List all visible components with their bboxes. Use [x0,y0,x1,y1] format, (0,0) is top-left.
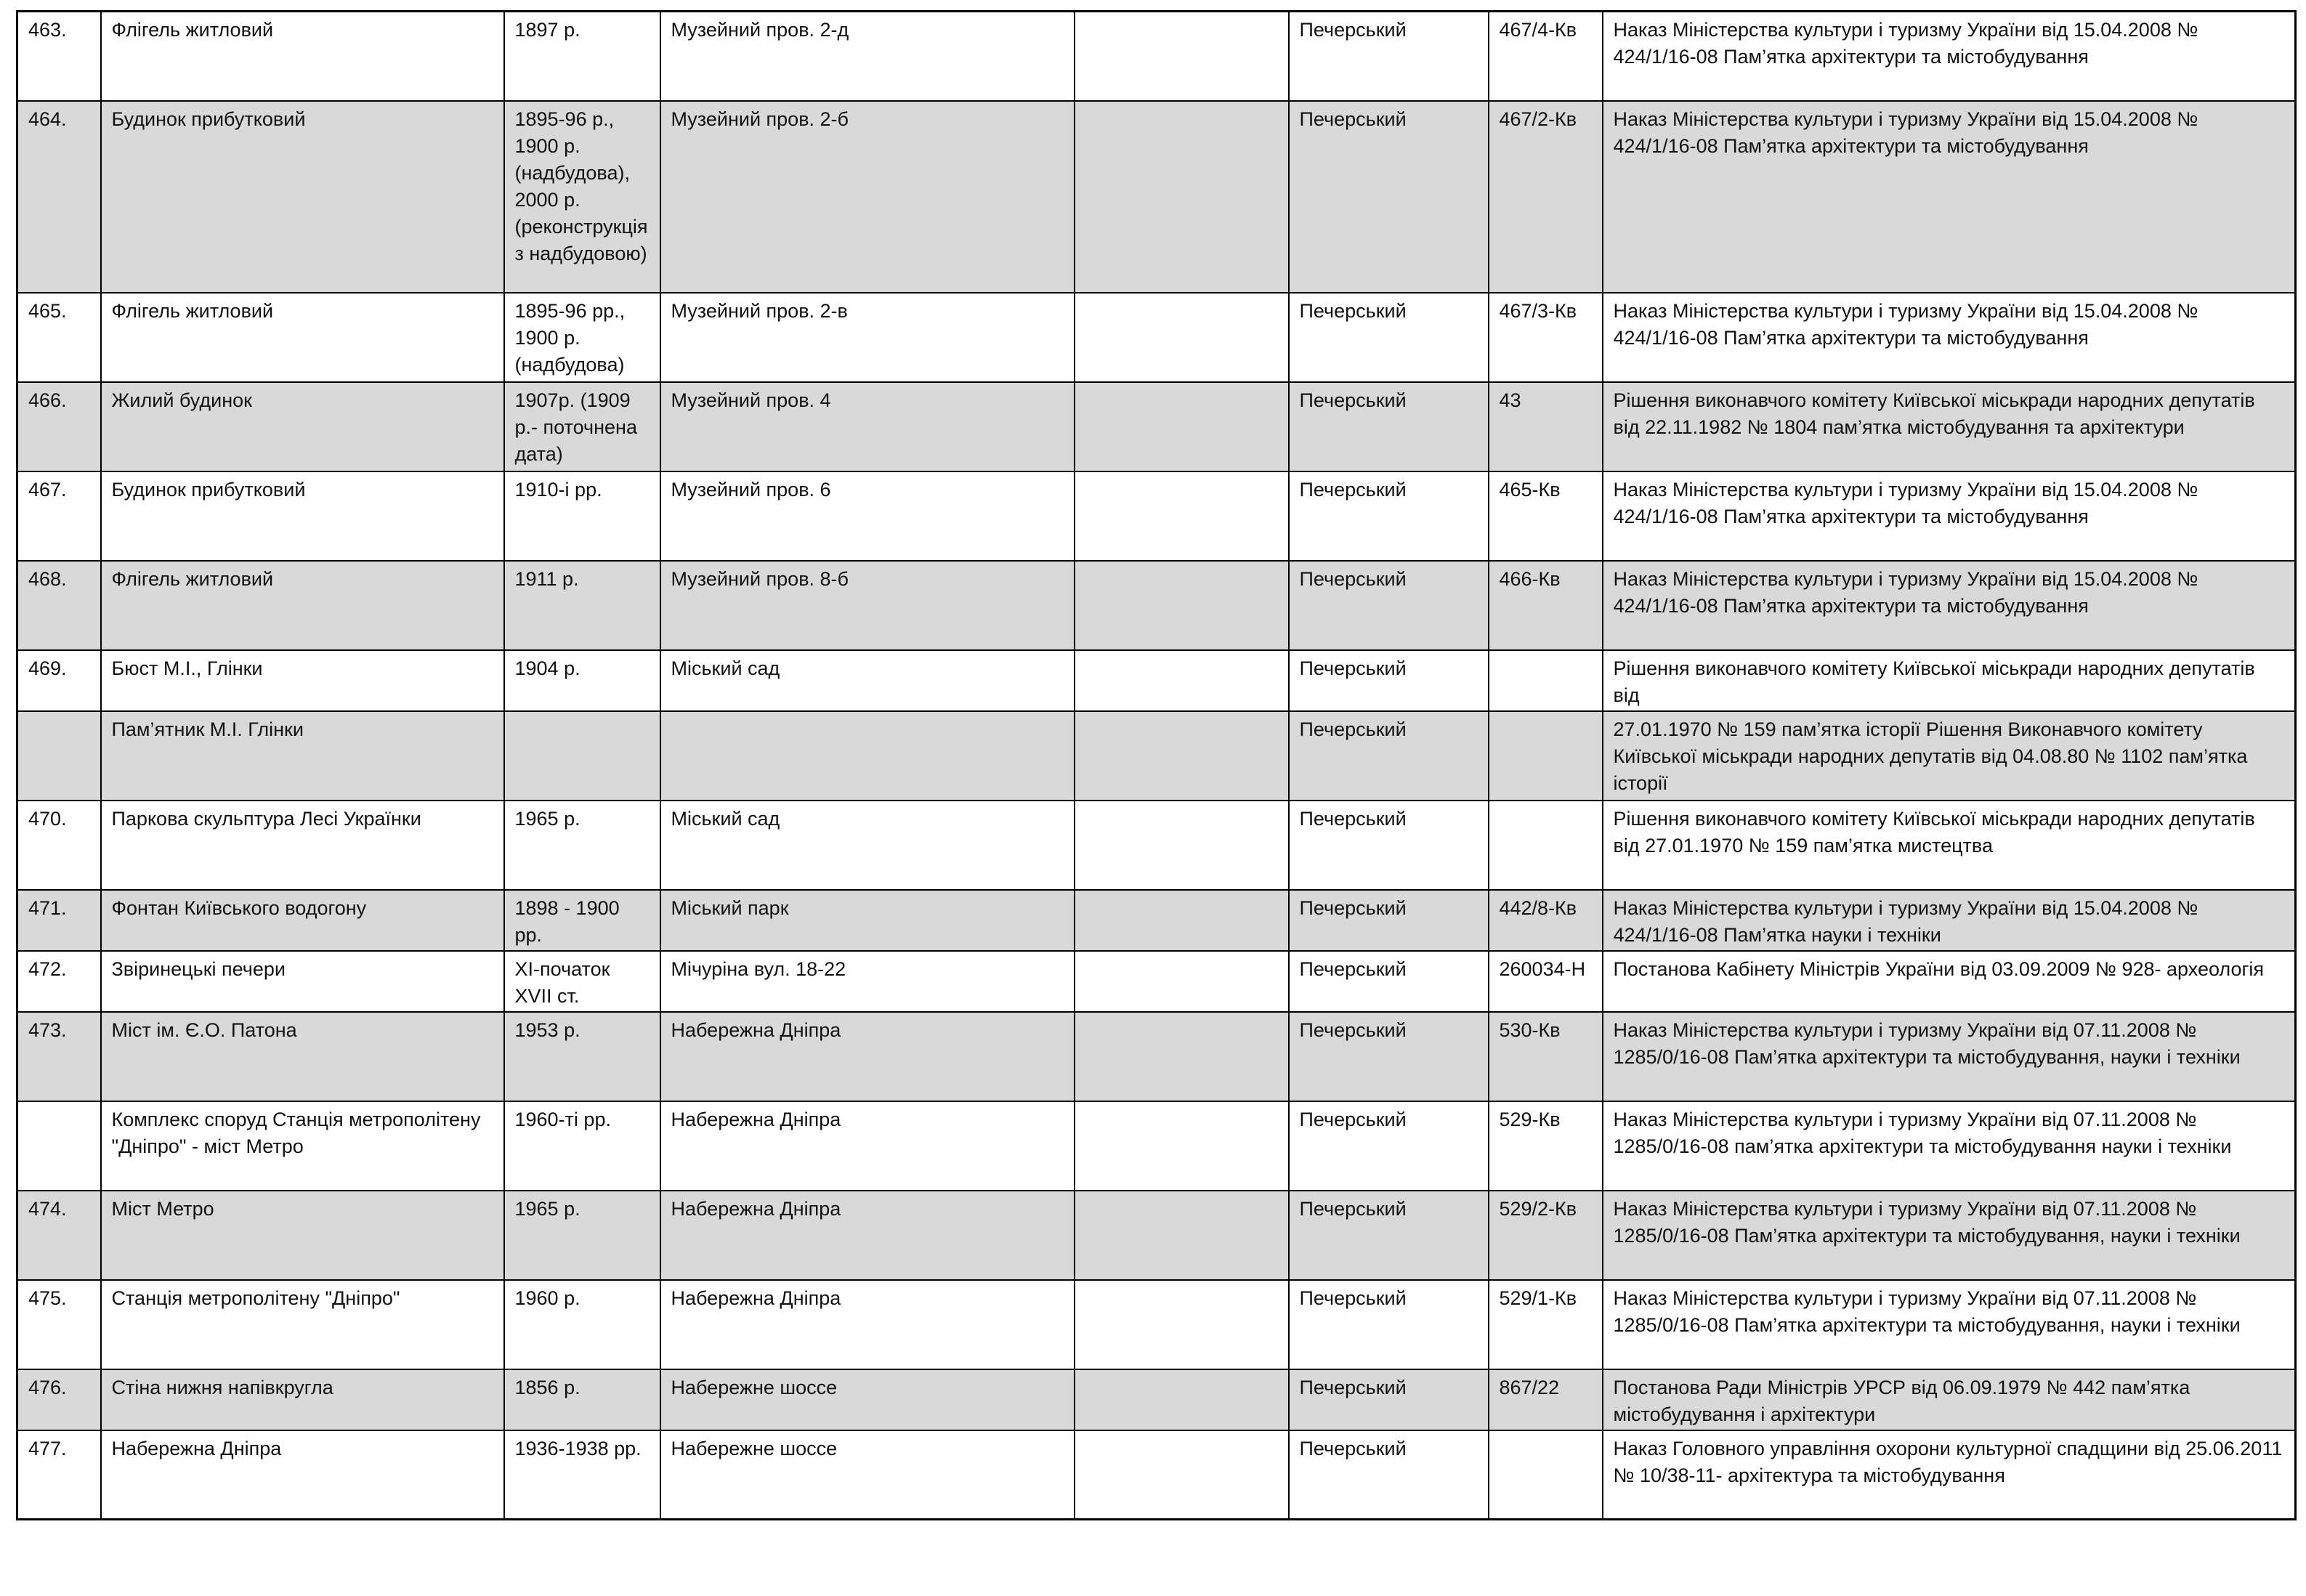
cell-date: 1897 р. [504,12,660,101]
cell-name: Флігель житловий [101,561,504,650]
cell-number: 464. [17,101,101,293]
cell-address: Набережна Дніпра [660,1191,1075,1280]
cell-date: 1965 р. [504,1191,660,1280]
cell-date: 1895-96 рр., 1900 р. (надбудова) [504,293,660,382]
cell-register-code: 260034-Н [1489,951,1603,1012]
cell-empty [1075,1280,1289,1369]
table-row [17,1369,2296,1430]
cell-address: Музейний пров. 2-в [660,293,1075,382]
cell-name: Набережна Дніпра [101,1430,504,1520]
cell-district: Печерський [1289,1101,1489,1191]
table-row [17,1012,2296,1101]
cell-district: Печерський [1289,12,1489,101]
cell-name: Міст ім. Є.О. Патона [101,1012,504,1101]
cell-document: Постанова Ради Міністрів УРСР від 06.09.1979 № 442 пам’ятка містобудування і архітектури [1603,1369,2296,1430]
cell-document: Наказ Міністерства культури і туризму України від 15.04.2008 № 424/1/16-08 Пам’ятка архітектури та містобудування [1603,101,2296,293]
cell-register-code: 529-Кв [1489,1101,1603,1191]
cell-empty [1075,1191,1289,1280]
cell-district: Печерський [1289,382,1489,471]
cell-address: Набережна Дніпра [660,1101,1075,1191]
cell-name: Звіринецькі печери [101,951,504,1012]
cell-document: Наказ Міністерства культури і туризму України від 15.04.2008 № 424/1/16-08 Пам’ятка архітектури та містобудування [1603,561,2296,650]
cell-date: 1895-96 р., 1900 р. (надбудова), 2000 р. (реконструкція з надбудовою) [504,101,660,293]
cell-empty [1075,650,1289,711]
table-row [17,1191,2296,1280]
cell-district: Печерський [1289,1280,1489,1369]
cell-empty [1075,293,1289,382]
cell-register-code: 867/22 [1489,1369,1603,1430]
cell-name: Стіна нижня напівкругла [101,1369,504,1430]
cell-date [504,711,660,801]
cell-document: Наказ Головного управління охорони культурної спадщини від 25.06.2011 № 10/38-11- архітектура та містобудування [1603,1430,2296,1520]
cell-name: Жилий будинок [101,382,504,471]
cell-district: Печерський [1289,1369,1489,1430]
cell-document: Наказ Міністерства культури і туризму України від 15.04.2008 № 424/1/16-08 Пам’ятка архітектури та містобудування [1603,471,2296,561]
cell-document: Наказ Міністерства культури і туризму України від 15.04.2008 № 424/1/16-08 Пам’ятка архітектури та містобудування [1603,293,2296,382]
table-row [17,12,2296,101]
cell-number: 468. [17,561,101,650]
table-row [17,1101,2296,1191]
cell-document: Наказ Міністерства культури і туризму України від 07.11.2008 № 1285/0/16-08 Пам’ятка архітектури та містобудування, науки і техніки [1603,1012,2296,1101]
cell-address: Музейний пров. 2-б [660,101,1075,293]
cell-number: 476. [17,1369,101,1430]
cell-date: 1960 р. [504,1280,660,1369]
cell-name: Міст Метро [101,1191,504,1280]
cell-name: Фонтан Київського водогону [101,890,504,951]
cell-date: 1904 р. [504,650,660,711]
cell-address: Музейний пров. 6 [660,471,1075,561]
cell-register-code: 43 [1489,382,1603,471]
cell-document: Наказ Міністерства культури і туризму України від 15.04.2008 № 424/1/16-08 Пам’ятка архітектури та містобудування [1603,12,2296,101]
table-row [17,293,2296,382]
cell-number [17,711,101,801]
cell-empty [1075,382,1289,471]
cell-empty [1075,801,1289,890]
cell-register-code: 465-Кв [1489,471,1603,561]
cell-document: 27.01.1970 № 159 пам’ятка історії Рішення Виконавчого комітету Київської міськради народних депутатів від 04.08.80 № 1102 пам’ятка історії [1603,711,2296,801]
cell-address: Мічуріна вул. 18-22 [660,951,1075,1012]
cell-district: Печерський [1289,1191,1489,1280]
cell-date: 1960-ті рр. [504,1101,660,1191]
cell-address: Міський парк [660,890,1075,951]
table-row [17,471,2296,561]
cell-document: Наказ Міністерства культури і туризму України від 07.11.2008 № 1285/0/16-08 пам’ятка архітектури та містобудування науки і техніки [1603,1101,2296,1191]
cell-name: Станція метрополітену "Дніпро" [101,1280,504,1369]
cell-document: Рішення виконавчого комітету Київської міськради народних депутатів від 27.01.1970 № 159 пам’ятка мистецтва [1603,801,2296,890]
cell-name: Флігель житловий [101,293,504,382]
cell-date: 1953 р. [504,1012,660,1101]
cell-empty [1075,561,1289,650]
cell-number: 472. [17,951,101,1012]
cell-address: Набережна Дніпра [660,1280,1075,1369]
cell-empty [1075,1101,1289,1191]
cell-date: 1907р. (1909 р.- поточнена дата) [504,382,660,471]
cell-district: Печерський [1289,711,1489,801]
table-row [17,101,2296,293]
cell-register-code: 529/2-Кв [1489,1191,1603,1280]
cell-district: Печерський [1289,293,1489,382]
cell-district: Печерський [1289,951,1489,1012]
cell-name: Флігель житловий [101,12,504,101]
cell-document: Рішення виконавчого комітету Київської міськради народних депутатів від 22.11.1982 № 1804 пам’ятка містобудування та архітектури [1603,382,2296,471]
cell-name: Паркова скульптура Лесі Українки [101,801,504,890]
cell-document: Наказ Міністерства культури і туризму України від 07.11.2008 № 1285/0/16-08 Пам’ятка архітектури та містобудування, науки і техніки [1603,1191,2296,1280]
table-row [17,951,2296,1012]
cell-date: 1911 р. [504,561,660,650]
cell-number: 474. [17,1191,101,1280]
cell-number [17,1101,101,1191]
cell-address: Музейний пров. 2-д [660,12,1075,101]
cell-empty [1075,471,1289,561]
cell-empty [1075,101,1289,293]
cell-date: 1856 р. [504,1369,660,1430]
cell-date: 1936-1938 рр. [504,1430,660,1520]
cell-register-code [1489,1430,1603,1520]
table-row [17,890,2296,951]
cell-register-code: 529/1-Кв [1489,1280,1603,1369]
cell-district: Печерський [1289,890,1489,951]
cell-address: Набережне шоссе [660,1430,1075,1520]
cell-empty [1075,1430,1289,1520]
cell-name: Будинок прибутковий [101,471,504,561]
cell-register-code: 442/8-Кв [1489,890,1603,951]
cell-empty [1075,12,1289,101]
cell-date: 1898 - 1900 рр. [504,890,660,951]
cell-document: Наказ Міністерства культури і туризму України від 07.11.2008 № 1285/0/16-08 Пам’ятка архітектури та містобудування, науки і техніки [1603,1280,2296,1369]
table-row [17,1280,2296,1369]
cell-document: Постанова Кабінету Міністрів України від 03.09.2009 № 928- археологія [1603,951,2296,1012]
cell-document: Наказ Міністерства культури і туризму України від 15.04.2008 № 424/1/16-08 Пам’ятка науки і техніки [1603,890,2296,951]
table-row [17,382,2296,471]
cell-district: Печерський [1289,801,1489,890]
cell-district: Печерський [1289,561,1489,650]
cell-number: 470. [17,801,101,890]
cell-name: Бюст М.І., Глінки [101,650,504,711]
cell-district: Печерський [1289,1012,1489,1101]
cell-name: Пам’ятник М.І. Глінки [101,711,504,801]
cell-document: Рішення виконавчого комітету Київської міськради народних депутатів від [1603,650,2296,711]
table-row [17,801,2296,890]
cell-register-code: 467/2-Кв [1489,101,1603,293]
cell-address: Набережна Дніпра [660,1012,1075,1101]
cell-district: Печерський [1289,101,1489,293]
cell-address [660,711,1075,801]
cell-register-code [1489,801,1603,890]
cell-empty [1075,1369,1289,1430]
cell-district: Печерський [1289,471,1489,561]
cell-address: Музейний пров. 4 [660,382,1075,471]
cell-number: 463. [17,12,101,101]
cell-number: 475. [17,1280,101,1369]
cell-number: 469. [17,650,101,711]
cell-number: 477. [17,1430,101,1520]
cell-number: 467. [17,471,101,561]
cell-empty [1075,711,1289,801]
cell-name: Комплекс споруд Станція метрополітену "Дніпро" - міст Метро [101,1101,504,1191]
cell-register-code [1489,650,1603,711]
cell-register-code: 530-Кв [1489,1012,1603,1101]
cell-number: 466. [17,382,101,471]
cell-date: 1965 р. [504,801,660,890]
cell-address: Міський сад [660,801,1075,890]
cell-number: 471. [17,890,101,951]
cell-number: 465. [17,293,101,382]
cell-empty [1075,1012,1289,1101]
cell-address: Міський сад [660,650,1075,711]
cell-date: XI-початок XVII ст. [504,951,660,1012]
cell-address: Музейний пров. 8-б [660,561,1075,650]
cell-register-code: 466-Кв [1489,561,1603,650]
monuments-table [16,10,2297,1520]
cell-register-code: 467/3-Кв [1489,293,1603,382]
cell-date: 1910-і рр. [504,471,660,561]
cell-district: Печерський [1289,650,1489,711]
table-body [17,12,2296,1520]
cell-district: Печерський [1289,1430,1489,1520]
table-row [17,561,2296,650]
table-row [17,650,2296,711]
cell-register-code [1489,711,1603,801]
cell-empty [1075,951,1289,1012]
cell-address: Набережне шоссе [660,1369,1075,1430]
cell-register-code: 467/4-Кв [1489,12,1603,101]
table-row [17,1430,2296,1520]
cell-number: 473. [17,1012,101,1101]
cell-empty [1075,890,1289,951]
table-row [17,711,2296,801]
cell-name: Будинок прибутковий [101,101,504,293]
